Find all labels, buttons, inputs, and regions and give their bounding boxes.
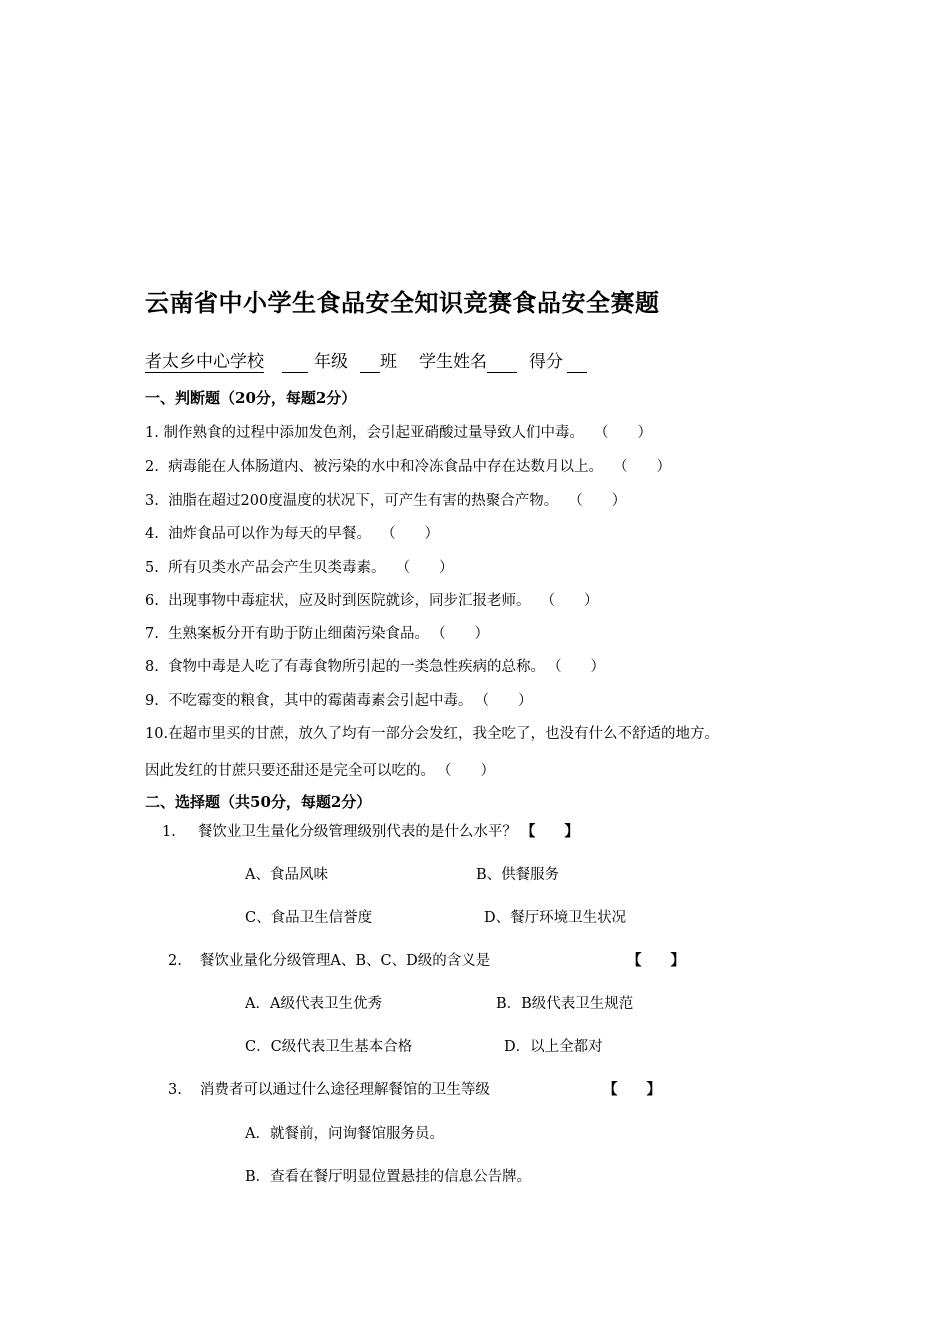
option-d[interactable]: D、餐厅环境卫生状况: [484, 910, 627, 926]
class-blank: [360, 352, 380, 373]
score-label: 得分: [529, 352, 563, 372]
option-a[interactable]: A、食品风味: [245, 867, 328, 883]
answer-paren[interactable]: （ ）: [593, 425, 652, 441]
tf-item-10: [145, 722, 719, 743]
option-d[interactable]: D．以上全都对: [504, 1039, 603, 1055]
item-number: 4.: [145, 526, 159, 542]
answer-bracket[interactable]: 【 】: [520, 823, 579, 840]
tf-item-6: [145, 589, 599, 610]
item-text: 病毒能在人体肠道内、被污染的水中和冷冻食品中存在达数月以上。: [168, 459, 604, 475]
question-number: 2.: [168, 953, 182, 969]
tf-item-4: [145, 522, 439, 543]
section2-heading: 二、选择题（共50分，每题2分）: [145, 793, 372, 811]
answer-paren[interactable]: （ ）: [613, 459, 672, 475]
item-text: 制作熟食的过程中添加发色剂，会引起亚硝酸过量导致人们中毒。: [163, 425, 584, 441]
item-text: 出现事物中毒症状，应及时到医院就诊，同步汇报老师。: [168, 593, 531, 609]
score-blank: [567, 352, 587, 373]
option-b[interactable]: B．B级代表卫生规范: [496, 996, 634, 1012]
option-a[interactable]: A．就餐前，问询餐馆服务员。: [245, 1126, 444, 1142]
option-a[interactable]: A．A级代表卫生优秀: [245, 996, 382, 1012]
tf-item-5: [145, 556, 454, 577]
school-name: 者太乡中心学校: [145, 352, 264, 372]
item-number: 6.: [145, 593, 159, 609]
section1-heading: 一、判断题（20分，每题2分）: [145, 389, 357, 407]
page-title: 云南省中小学生食品安全知识竞赛食品安全赛题: [145, 288, 660, 317]
tf-item-8: [145, 655, 605, 676]
item-number: 5.: [145, 560, 159, 576]
name-blank: [487, 352, 517, 373]
option-b[interactable]: B．查看在餐厅明显位置悬挂的信息公告牌。: [245, 1169, 532, 1185]
item-number: 7.: [145, 626, 159, 642]
answer-paren[interactable]: （ ）: [474, 693, 533, 709]
tf-item-10-continued: [145, 759, 495, 780]
item-text: 食物中毒是人吃了有毒食物所引起的一类急性疾病的总称。: [168, 659, 546, 675]
answer-paren[interactable]: （ ）: [395, 560, 454, 576]
item-text: 在超市里买的甘蔗，放久了均有一部分会发红，我全吃了，也没有什么不舒适的地方。: [168, 726, 720, 742]
item-number: 1.: [145, 425, 159, 441]
name-label: 学生姓名: [419, 352, 487, 372]
item-text: 生熟案板分开有助于防止细菌污染食品。: [168, 626, 430, 642]
question-number: 1.: [162, 824, 176, 840]
answer-bracket[interactable]: 【 】: [603, 1081, 661, 1098]
item-text: 因此发红的甘蔗只要还甜还是完全可以吃的。: [145, 763, 435, 779]
answer-paren[interactable]: （ ）: [547, 659, 606, 675]
tf-item-1: [145, 421, 652, 442]
option-c[interactable]: C、食品卫生信誉度: [245, 910, 373, 926]
question-number: 3.: [168, 1082, 182, 1098]
grade-blank: [282, 352, 308, 373]
mc-question-1: [162, 820, 579, 841]
item-number: 3.: [145, 493, 159, 509]
answer-bracket[interactable]: 【 】: [627, 952, 685, 969]
answer-paren[interactable]: （ ）: [381, 526, 440, 542]
answer-paren[interactable]: （ ）: [540, 593, 599, 609]
item-text: 油脂在超过200度温度的状况下，可产生有害的热聚合产物。: [168, 493, 559, 509]
option-c[interactable]: C．C级代表卫生基本合格: [245, 1039, 413, 1055]
item-number: 2.: [145, 459, 159, 475]
tf-item-9: [145, 689, 533, 710]
student-info-line: [145, 347, 587, 373]
tf-item-7: [145, 622, 489, 643]
grade-label: 年级: [314, 352, 348, 372]
tf-item-2: [145, 455, 671, 476]
question-text: 消费者可以通过什么途径理解餐馆的卫生等级: [199, 1082, 490, 1098]
mc-question-2: [168, 949, 490, 970]
class-label: 班: [380, 352, 397, 372]
tf-item-3: [145, 489, 626, 510]
mc-question-3: [168, 1078, 490, 1099]
item-text: 油炸食品可以作为每天的早餐。: [168, 526, 372, 542]
answer-paren[interactable]: （ ）: [431, 626, 490, 642]
answer-paren[interactable]: （ ）: [568, 493, 627, 509]
item-number: 8.: [145, 659, 159, 675]
option-b[interactable]: B、供餐服务: [476, 867, 560, 883]
question-text: 餐饮业量化分级管理A、B、C、D级的含义是: [199, 953, 491, 969]
item-number: 9.: [145, 693, 159, 709]
answer-paren[interactable]: （ ）: [437, 763, 495, 779]
question-text: 餐饮业卫生量化分级管理级别代表的是什么水平？: [197, 824, 517, 840]
item-text: 不吃霉变的粮食，其中的霉菌毒素会引起中毒。: [168, 693, 473, 709]
item-number: 10.: [145, 726, 169, 742]
item-text: 所有贝类水产品会产生贝类毒素。: [168, 560, 386, 576]
